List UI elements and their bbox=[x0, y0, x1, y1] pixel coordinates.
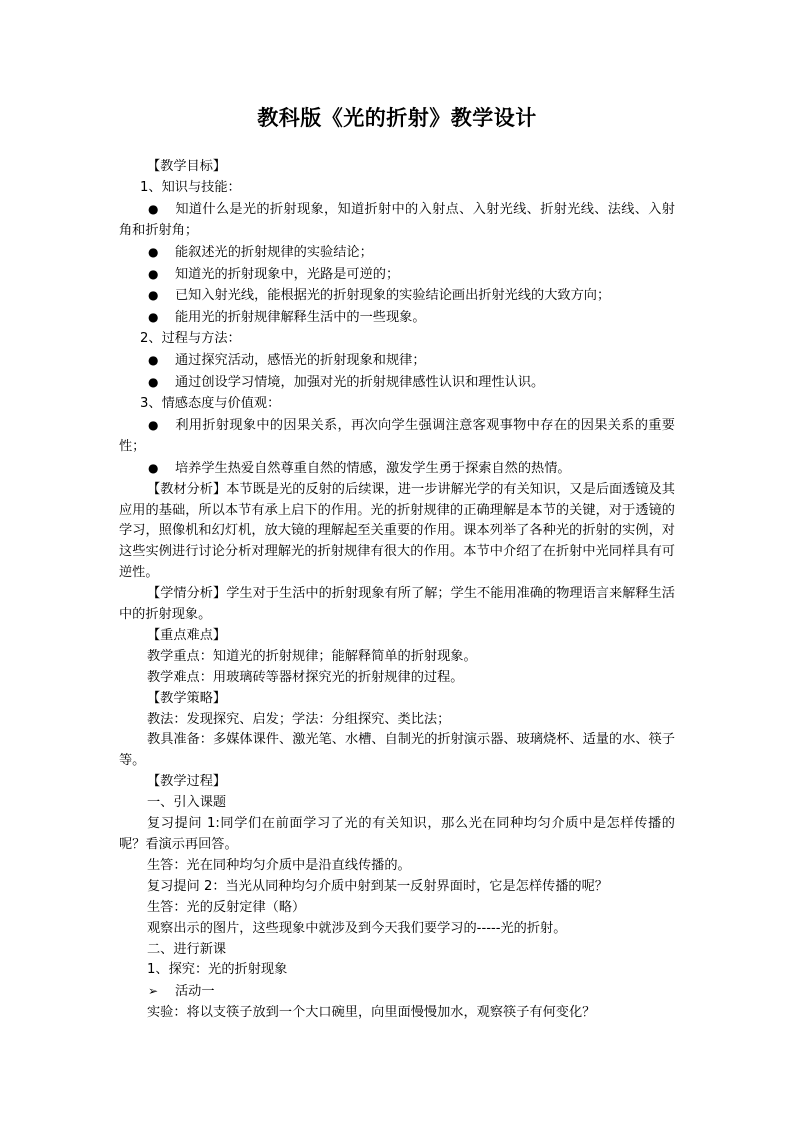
subsection-heading-new-lesson: 二、进行新课 bbox=[147, 941, 227, 957]
bullet-icon: ● bbox=[148, 244, 159, 259]
subsection-heading-intro: 一、引入课题 bbox=[147, 795, 227, 811]
bullet-icon: ● bbox=[148, 201, 159, 216]
list-item-text: 利用折射现象中的因果关系，再次向学生强调注意客观事物中存在的因果关系的重要性； bbox=[119, 417, 675, 454]
list-item-text: 能叙述光的折射规律的实验结论； bbox=[175, 244, 373, 260]
teaching-focus: 教学重点：知道光的折射规律；能解释简单的折射现象。 bbox=[147, 648, 477, 664]
list-item-text: 通过创设学习情境，加强对光的折射规律感性认识和理性认识。 bbox=[175, 375, 545, 391]
student-analysis-paragraph: 【学情分析】学生对于生活中的折射现象有所了解；学生不能用准确的物理语言来解释生活中的折射现象。 bbox=[119, 586, 675, 623]
subsection-heading-emotion: 3、情感态度与价值观： bbox=[140, 395, 281, 411]
bullet-icon: ● bbox=[148, 288, 159, 303]
section-heading-strategy: 【教学策略】 bbox=[147, 690, 227, 706]
list-item-text: 知道什么是光的折射现象，知道折射中的入射点、入射光线、折射光线、法线、入射角和折射角； bbox=[119, 201, 675, 238]
teaching-difficulty: 教学难点：用玻璃砖等器材探究光的折射规律的过程。 bbox=[147, 669, 464, 685]
section-heading-objectives: 【教学目标】 bbox=[147, 159, 227, 174]
arrow-icon: ➢ bbox=[148, 984, 159, 999]
subsection-heading-process: 2、过程与方法： bbox=[140, 331, 241, 347]
activity-label: 活动一 bbox=[175, 984, 215, 1000]
student-answer-1: 生答：光在同种均匀介质中是沿直线传播的。 bbox=[147, 857, 411, 873]
list-item-text: 知道光的折射现象中，光路是可逆的； bbox=[175, 266, 400, 282]
review-question-1: 复习提问 1:同学们在前面学习了光的有关知识，那么光在同种均匀介质中是怎样传播的呢？看演示再回答。 bbox=[119, 816, 675, 852]
list-item bbox=[119, 415, 675, 458]
list-item-text: 通过探究活动，感悟光的折射现象和规律； bbox=[175, 353, 426, 369]
bullet-icon: ● bbox=[148, 310, 159, 325]
list-item bbox=[119, 372, 675, 394]
bullet-icon: ● bbox=[148, 460, 159, 475]
bullet-icon: ● bbox=[148, 266, 159, 281]
teaching-tools: 教具准备：多媒体课件、激光笔、水槽、自制光的折射演示器、玻璃烧杯、适量的水、筷子等。 bbox=[119, 732, 675, 769]
bullet-icon: ● bbox=[148, 375, 159, 390]
section-heading-process: 【教学过程】 bbox=[147, 774, 227, 790]
document-body bbox=[119, 157, 675, 1024]
list-item bbox=[119, 242, 675, 264]
section-heading-key-points: 【重点难点】 bbox=[147, 627, 227, 643]
list-item bbox=[119, 350, 675, 372]
list-item bbox=[119, 199, 675, 242]
subsection-heading-explore: 1、探究：光的折射现象 bbox=[147, 962, 288, 978]
bullet-icon: ● bbox=[148, 353, 159, 368]
activity-item bbox=[119, 981, 675, 1003]
textbook-analysis-paragraph: 【教材分析】本节既是光的反射的后续课，进一步讲解光学的有关知识，又是后面透镜及其应用的基础，所以本节有承上启下的作用。光的折射规律的正确理解是本节的关键，对于透镜的学习，照像机和幻灯机，放大镜的理解起至关重要的作用。课本列举了各种光的折射的实例，对这些实例进行讨论分析对理解光的折射规律有很大的作用。本节中介绍了在折射中光同样具有可逆性。 bbox=[119, 481, 675, 581]
list-item-text: 能用光的折射规律解释生活中的一些现象。 bbox=[175, 310, 426, 326]
review-question-2: 复习提问 2：当光从同种均匀介质中射到某一反射界面时，它是怎样传播的呢？ bbox=[147, 878, 608, 894]
bullet-icon: ● bbox=[148, 417, 159, 432]
teaching-methods: 教法：发现探究、启发；学法：分组探究、类比法； bbox=[147, 711, 451, 727]
observation-paragraph: 观察出示的图片，这些现象中就涉及到今天我们要学习的-----光的折射。 bbox=[147, 920, 567, 936]
list-item-text: 培养学生热爱自然尊重自然的情感，激发学生勇于探索自然的热情。 bbox=[175, 460, 571, 476]
subsection-heading-knowledge: 1、知识与技能： bbox=[140, 179, 241, 195]
experiment-paragraph: 实验：将以支筷子放到一个大口碗里，向里面慢慢加水，观察筷子有何变化？ bbox=[147, 1005, 596, 1021]
document-title: 教科版《光的折射》教学设计 bbox=[257, 105, 537, 130]
list-item-text: 已知入射光线，能根据光的折射现象的实验结论画出折射光线的大致方向； bbox=[175, 288, 611, 304]
list-item bbox=[119, 307, 675, 329]
student-answer-2: 生答：光的反射定律（略） bbox=[147, 899, 306, 915]
list-item bbox=[119, 285, 675, 307]
list-item bbox=[119, 458, 675, 480]
list-item bbox=[119, 264, 675, 286]
